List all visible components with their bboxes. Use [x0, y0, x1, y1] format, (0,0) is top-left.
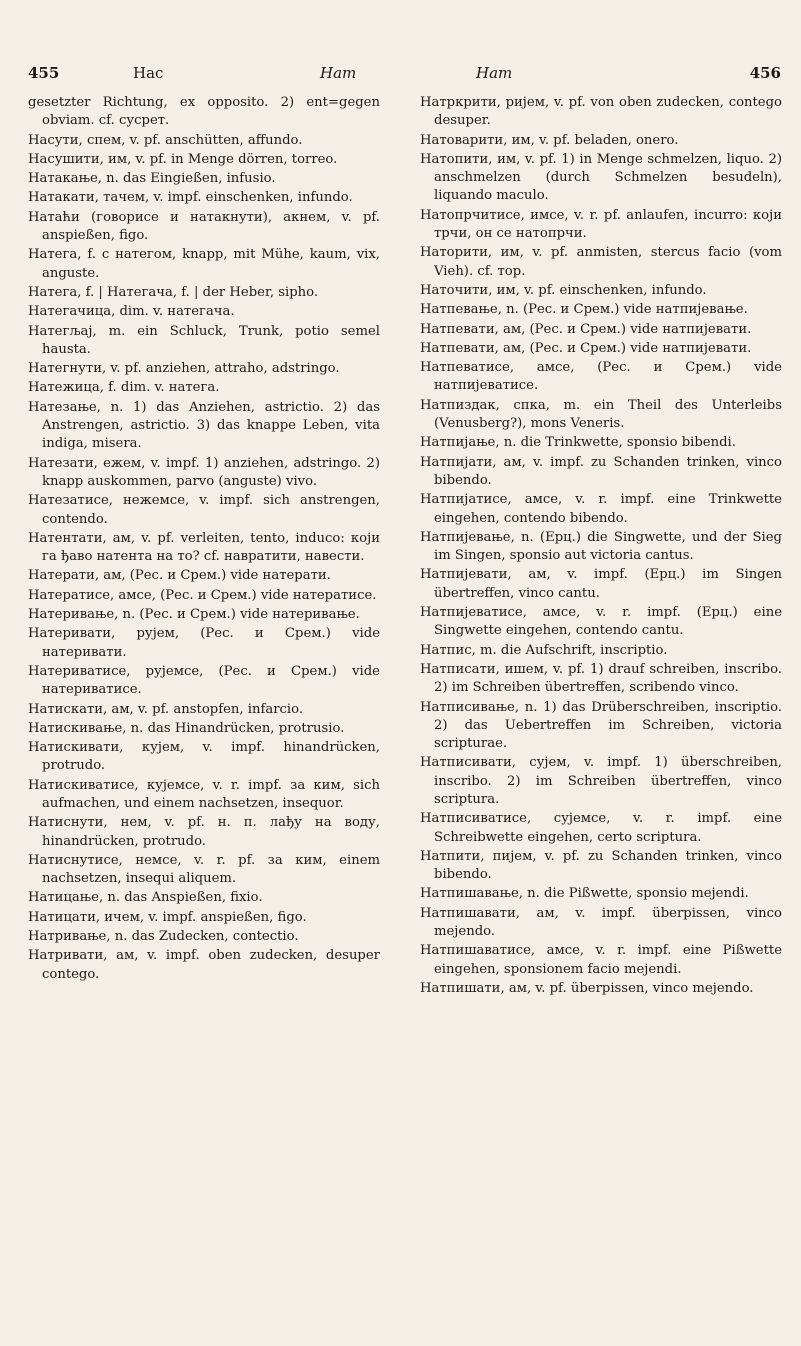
dictionary-entry: Натискивање, n. das Hinandrücken, protrusio.	[28, 720, 345, 736]
dictionary-entry: Насути, спем, v. pf. anschütten, affundo.	[28, 132, 303, 148]
dictionary-entry: Натписиватисе, сујемсе, v. r. impf. eine Schreibwette eingehen, certo scriptura.	[420, 811, 782, 845]
dictionary-entry: Натопити, им, v. pf. 1) in Menge schmelzen, liquo. 2) anschmelzen (durch Schmelzen besudeln), liquando maculo.	[420, 151, 782, 204]
right-column	[420, 94, 782, 1334]
dictionary-entry: Натискиватисе, кујемсе, v. r. impf. за ким, sich aufmachen, und einem nachsetzen, insequor.	[28, 777, 380, 811]
dictionary-entry: Натицање, n. das Anspießen, fixio.	[28, 890, 263, 906]
dictionary-entry: Натериватисе, рујемсе, (Рес. и Срем.) vide натериватисе.	[28, 663, 380, 698]
dictionary-entry: Натопрчитисе, имсе, v. r. pf. anlaufen, incurro: који трчи, он се натопрчи.	[420, 207, 782, 242]
left-page-number: 455	[28, 64, 60, 82]
dictionary-entry: Натиснути, нем, v. pf. н. п. лађу на воду, hinandrücken, protrudo.	[28, 815, 380, 849]
dictionary-entry: Натривање, n. das Zudecken, contectio.	[28, 929, 299, 945]
dictionary-entry: Натпијеватисе, амсе, v. r. impf. (Ерц.) eine Singwette eingehen, contendo cantu.	[420, 605, 782, 639]
dictionary-entry: Натезати, ежем, v. impf. 1) anziehen, adstringo. 2) knapp auskommen, parvo (anguste) vivo.	[28, 455, 380, 489]
dictionary-entry: Натегачица, dim. v. натегача.	[28, 304, 235, 320]
dictionary-entry: Натпиздак, спка, m. ein Theil des Unterleibs (Venusberg?), mons Veneris.	[420, 397, 782, 432]
dictionary-entry: Наточити, им, v. pf. einschenken, infundo.	[420, 282, 707, 298]
dictionary-entry: Натискивати, кујем, v. impf. hinandrücken, protrudo.	[28, 740, 380, 774]
dictionary-entry: Натега, f. | Натегача, f. | der Heber, sipho.	[28, 284, 319, 300]
dictionary-entry: Натискати, ам, v. pf. anstopfen, infarcio.	[28, 701, 304, 717]
page-header	[28, 64, 781, 90]
dictionary-entry: Натпијатисе, амсе, v. r. impf. eine Trinkwette eingehen, contendo bibendo.	[420, 492, 782, 526]
dictionary-entry: Натпевање, n. (Рес. и Срем.) vide натпијевање.	[420, 302, 748, 318]
dictionary-entry: Натезатисе, нежемсе, v. impf. sich anstrengen, contendo.	[28, 493, 380, 527]
left-column	[28, 94, 380, 1334]
left-column-guide: Нат	[320, 64, 357, 82]
dictionary-entry: Натеривати, рујем, (Рес. и Срем.) vide натеривати.	[28, 626, 380, 660]
dictionary-entry: Натривати, ам, v. impf. oben zudecken, desuper contego.	[28, 948, 380, 982]
dictionary-entry: Насушити, им, v. pf. in Menge dörren, torreo.	[28, 151, 338, 167]
dictionary-entry: Натиснутисе, немсе, v. r. pf. за ким, einem nachsetzen, insequi aliquem.	[28, 852, 380, 887]
dictionary-entry: Натежица, f. dim. v. натега.	[28, 380, 220, 396]
dictionary-entry: Натпишати, ам, v. pf. überpissen, vinco mejendo.	[420, 980, 754, 996]
right-page-number: 456	[749, 64, 781, 82]
dictionary-entry: Натега, f. с натегом, knapp, mit Mühe, kaum, vix, anguste.	[28, 247, 380, 281]
right-column-guide: Нат	[476, 64, 513, 82]
dictionary-entry: Натаћи (говорисе и натакнути), акнем, v. pf. anspießen, figo.	[28, 209, 380, 244]
dictionary-entry: Натпити, пијем, v. pf. zu Schanden trinken, vinco bibendo.	[420, 848, 782, 883]
dictionary-entry: Натпијевање, n. (Ерц.) die Singwette, und der Sieg im Singen, sponsio aut victoria cantus.	[420, 529, 782, 564]
dictionary-entry: Натписати, ишем, v. pf. 1) drauf schreiben, inscribo. 2) im Schreiben übertreffen, scribendo vinco.	[420, 661, 782, 696]
dictionary-entry: Натпијање, n. die Trinkwette, sponsio bibendi.	[420, 435, 736, 451]
dictionary-entry: gesetzter Richtung, ex opposito. 2) ent=gegen obviam. cf. сусрет.	[28, 95, 380, 129]
dictionary-entry: Натегљај, m. ein Schluck, Trunk, potio semel hausta.	[28, 323, 380, 357]
dictionary-entry: Натицати, ичем, v. impf. anspießen, figo.	[28, 909, 307, 925]
dictionary-entry: Натезање, n. 1) das Anziehen, astrictio. 2) das Anstrengen, astrictio. 3) das knappe Leben, vita indiga, misera.	[28, 399, 380, 452]
dictionary-entry: Натеривање, n. (Рес. и Срем.) vide натеривање.	[28, 607, 360, 623]
dictionary-entry: Натпијевати, ам, v. impf. (Ерц.) im Singen übertreffen, vinco cantu.	[420, 567, 782, 601]
dictionary-entry: Натентати, ам, v. pf. verleiten, tento, induco: који га ђаво натента на то? cf. навратити, навести.	[28, 530, 380, 565]
dictionary-entry: Наторити, им, v. pf. anmisten, stercus facio (vom Vieh). cf. тор.	[420, 245, 782, 279]
dictionary-entry: Натпевати, ам, (Рес. и Срем.) vide натпијевати.	[420, 321, 752, 337]
dictionary-entry: Натпишаватисе, амсе, v. r. impf. eine Pißwette eingehen, sponsionem facio mejendi.	[420, 943, 782, 977]
dictionary-entry: Натоварити, им, v. pf. beladen, onero.	[420, 132, 679, 148]
dictionary-entry: Натписивање, n. 1) das Drüberschreiben, inscriptio. 2) das Uebertreffen im Schreiben, victoria scripturae.	[420, 699, 782, 752]
dictionary-entry: Натакати, тачем, v. impf. einschenken, infundo.	[28, 190, 353, 206]
dictionary-entry: Натерати, ам, (Рес. и Срем.) vide натерати.	[28, 568, 331, 584]
dictionary-entry: Натератисе, амсе, (Рес. и Срем.) vide натератисе.	[28, 587, 377, 603]
dictionary-entry: Натакање, n. das Eingießen, infusio.	[28, 171, 276, 187]
dictionary-entry: Натпишавање, n. die Pißwette, sponsio mejendi.	[420, 886, 749, 902]
dictionary-entry: Натпишавати, ам, v. impf. überpissen, vinco mejendo.	[420, 905, 782, 940]
dictionary-entry: Натпевати, ам, (Рес. и Срем.) vide натпијевати.	[420, 340, 752, 356]
dictionary-entry: Натркрити, ријем, v. pf. von oben zudecken, contego desuper.	[420, 95, 782, 129]
left-guide-word: Нас	[133, 64, 164, 82]
dictionary-entry: Натпијати, ам, v. impf. zu Schanden trinken, vinco bibendo.	[420, 454, 782, 488]
dictionary-entry: Натписивати, сујем, v. impf. 1) überschreiben, inscribo. 2) im Schreiben übertreffen, vinco scriptura.	[420, 755, 782, 807]
dictionary-entry: Натегнути, v. pf. anziehen, attraho, adstringo.	[28, 361, 340, 377]
dictionary-entry: Натпеватисе, амсе, (Рес. и Срем.) vide натпијеватисе.	[420, 360, 782, 394]
dictionary-entry: Натпис, m. die Aufschrift, inscriptio.	[420, 642, 668, 658]
